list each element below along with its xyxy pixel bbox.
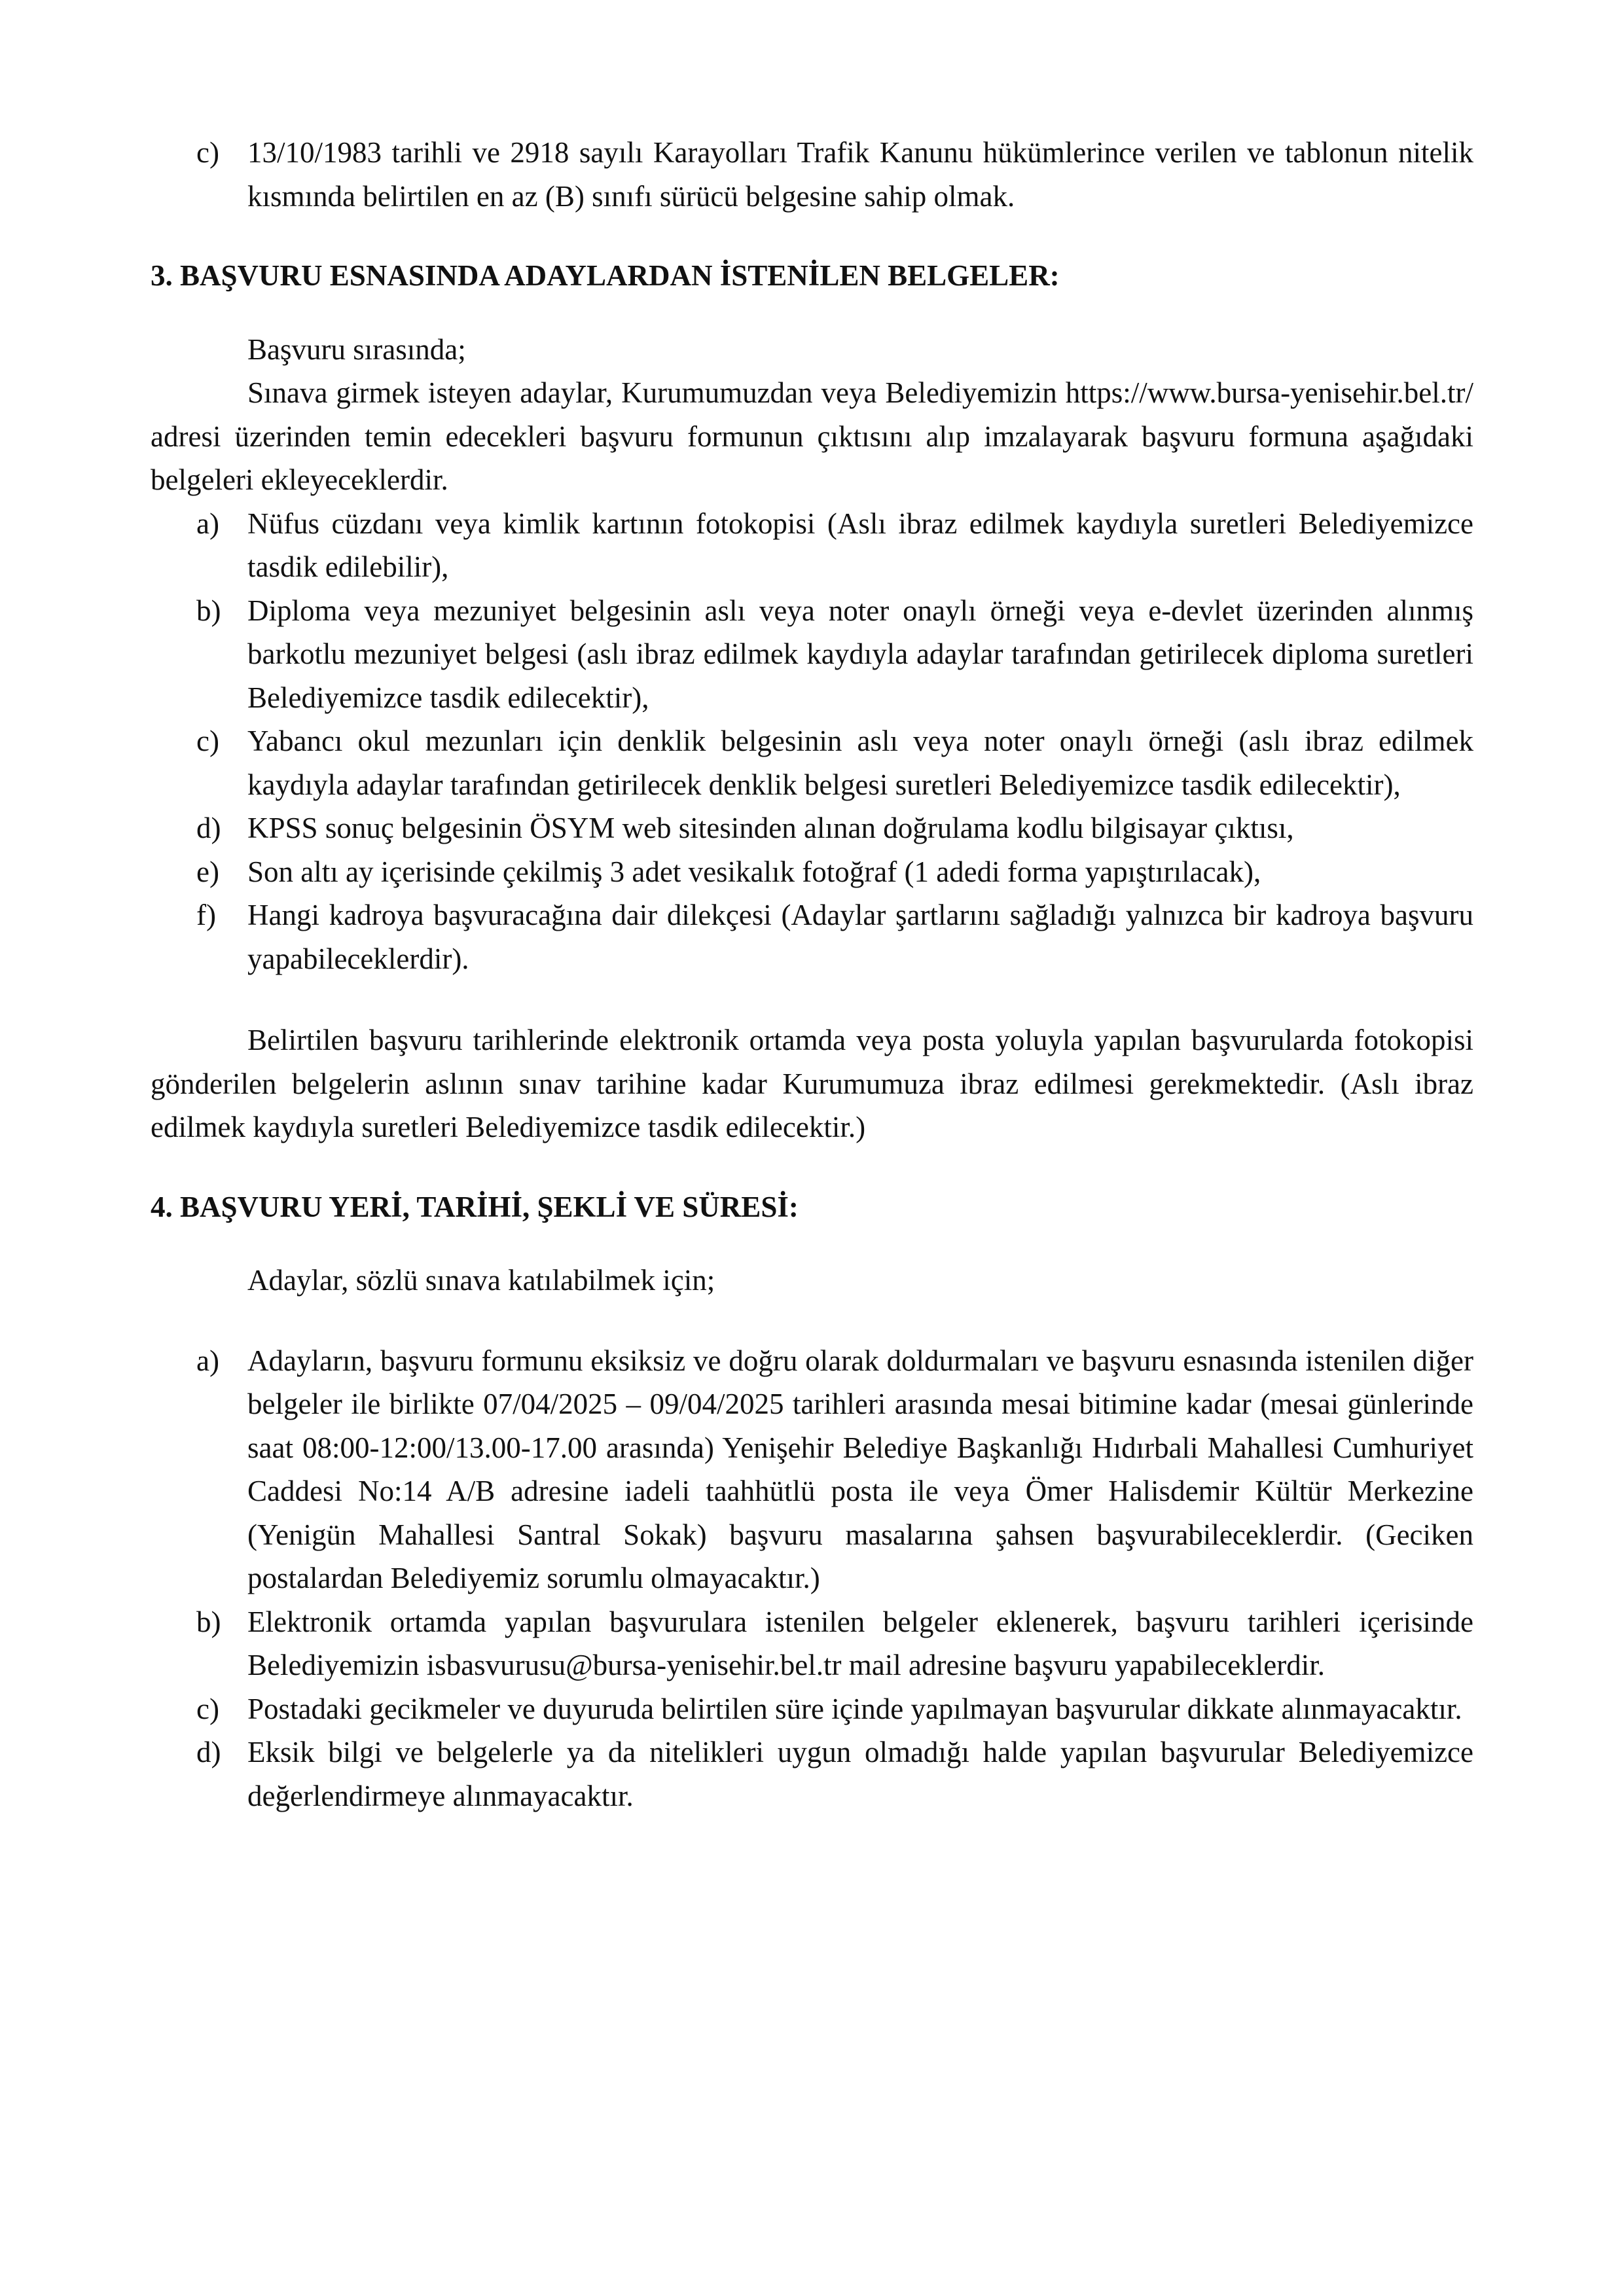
list-item-text: Son altı ay içerisinde çekilmiş 3 adet vesikalık fotoğraf (1 adedi forma yapıştırılacak), xyxy=(247,855,1261,888)
list-item-text: Yabancı okul mezunları için denklik belgesinin aslı veya noter onaylı örneği (aslı ibraz edilmek kaydıyla adaylar tarafından getirilecek denklik belgesi suretleri Belediyemizce tasdik edilecektir), xyxy=(247,725,1473,801)
list-item-text: KPSS sonuç belgesinin ÖSYM web sitesinden alınan doğrulama kodlu bilgisayar çıktısı, xyxy=(247,812,1294,844)
list-item-text: Postadaki gecikmeler ve duyuruda belirtilen süre içinde yapılmayan başvurular dikkate alınmayacaktır. xyxy=(247,1692,1462,1725)
list-marker: a) xyxy=(196,1344,219,1377)
list-item-text: Nüfus cüzdanı veya kimlik kartının fotokopisi (Aslı ibraz edilmek kaydıyla suretleri Belediyemizce tasdik edilebilir), xyxy=(247,507,1473,583)
section-3-intro: Sınava girmek isteyen adaylar, Kurumumuzdan veya Belediyemizin https://www.bursa-yenisehir.bel.tr/ adresi üzerinden temin edecekleri başvuru formunun çıktısını alıp imzalayarak başvuru formuna aşağıdaki belgeleri ekleyeceklerdir. xyxy=(151,376,1473,496)
list-item xyxy=(151,719,1473,806)
list-marker: e) xyxy=(196,855,219,888)
section-4-heading: 4. BAŞVURU YERİ, TARİHİ, ŞEKLİ VE SÜRESİ: xyxy=(151,1190,799,1223)
list-marker: b) xyxy=(196,594,221,627)
list-marker: c) xyxy=(196,1692,219,1725)
section-3-heading: 3. BAŞVURU ESNASINDA ADAYLARDAN İSTENİLEN BELGELER: xyxy=(151,259,1060,292)
list-marker: c) xyxy=(196,725,219,757)
list-marker: a) xyxy=(196,507,219,540)
list-item xyxy=(151,1600,1473,1687)
list-marker: b) xyxy=(196,1605,221,1638)
list-item xyxy=(151,1339,1473,1600)
list-item xyxy=(151,1687,1473,1731)
list-item xyxy=(151,502,1473,589)
section-3-note: Belirtilen başvuru tarihlerinde elektronik ortamda veya posta yoluyla yapılan başvurularda fotokopisi gönderilen belgelerin aslının sınav tarihine kadar Kurumumuza ibraz edilmesi gerekmektedir. (Aslı ibraz edilmek kaydıyla suretleri Belediyemizce tasdik edilecektir.) xyxy=(151,1024,1473,1143)
list-item-text: Elektronik ortamda yapılan başvurulara istenilen belgeler eklenerek, başvuru tarihleri içerisinde Belediyemizin isbasvurusu@bursa-yenisehir.bel.tr mail adresine başvuru yapabileceklerdir. xyxy=(247,1605,1473,1681)
list-marker: d) xyxy=(196,812,221,844)
list-marker: d) xyxy=(196,1736,221,1768)
list-marker: c) xyxy=(196,136,219,169)
document-page xyxy=(151,131,1473,1818)
list-item xyxy=(151,589,1473,720)
list-item-text: 13/10/1983 tarihli ve 2918 sayılı Karayolları Trafik Kanunu hükümlerince verilen ve tablonun nitelik kısmında belirtilen en az (B) sınıfı sürücü belgesine sahip olmak. xyxy=(247,136,1473,213)
section-3-lead: Başvuru sırasında; xyxy=(247,332,466,366)
list-item-text: Diploma veya mezuniyet belgesinin aslı veya noter onaylı örneği veya e-devlet üzerinden alınmış barkotlu mezuniyet belgesi (aslı ibraz edilmek kaydıyla adaylar tarafından getirilecek diploma suretleri Belediyemizce tasdik edilecektir), xyxy=(247,594,1473,714)
list-item-text: Eksik bilgi ve belgelerle ya da nitelikleri uygun olmadığı halde yapılan başvurular Belediyemizce değerlendirmeye alınmayacaktır. xyxy=(247,1736,1473,1812)
application-rules-list xyxy=(151,1339,1473,1818)
list-item xyxy=(151,806,1473,850)
list-item xyxy=(151,1731,1473,1818)
list-marker: f) xyxy=(196,899,216,931)
requirement-item-c xyxy=(151,131,1473,218)
required-documents-list xyxy=(151,502,1473,981)
section-4-lead: Adaylar, sözlü sınava katılabilmek için; xyxy=(247,1264,715,1297)
list-item-text: Hangi kadroya başvuracağına dair dilekçesi (Adaylar şartlarını sağladığı yalnızca bir kadroya başvuru yapabileceklerdir). xyxy=(247,899,1473,975)
list-item-text: Adayların, başvuru formunu eksiksiz ve doğru olarak doldurmaları ve başvuru esnasında istenilen diğer belgeler ile birlikte 07/04/2025 – 09/04/2025 tarihleri arasında mesai bitimine kadar (mesai günlerinde saat 08:00-12:00/13.00-17.00 arasında) Yenişehir Belediye Başkanlığı Hıdırbali Mahallesi Cumhuriyet Caddesi No:14 A/B adresine iadeli taahhütlü posta ile veya Ömer Halisdemir Kültür Merkezine (Yenigün Mahallesi Santral Sokak) başvuru masalarına şahsen başvurabileceklerdir. (Geciken postalardan Belediyemiz sorumlu olmayacaktır.) xyxy=(247,1344,1473,1594)
list-item xyxy=(151,850,1473,894)
list-item xyxy=(151,893,1473,980)
